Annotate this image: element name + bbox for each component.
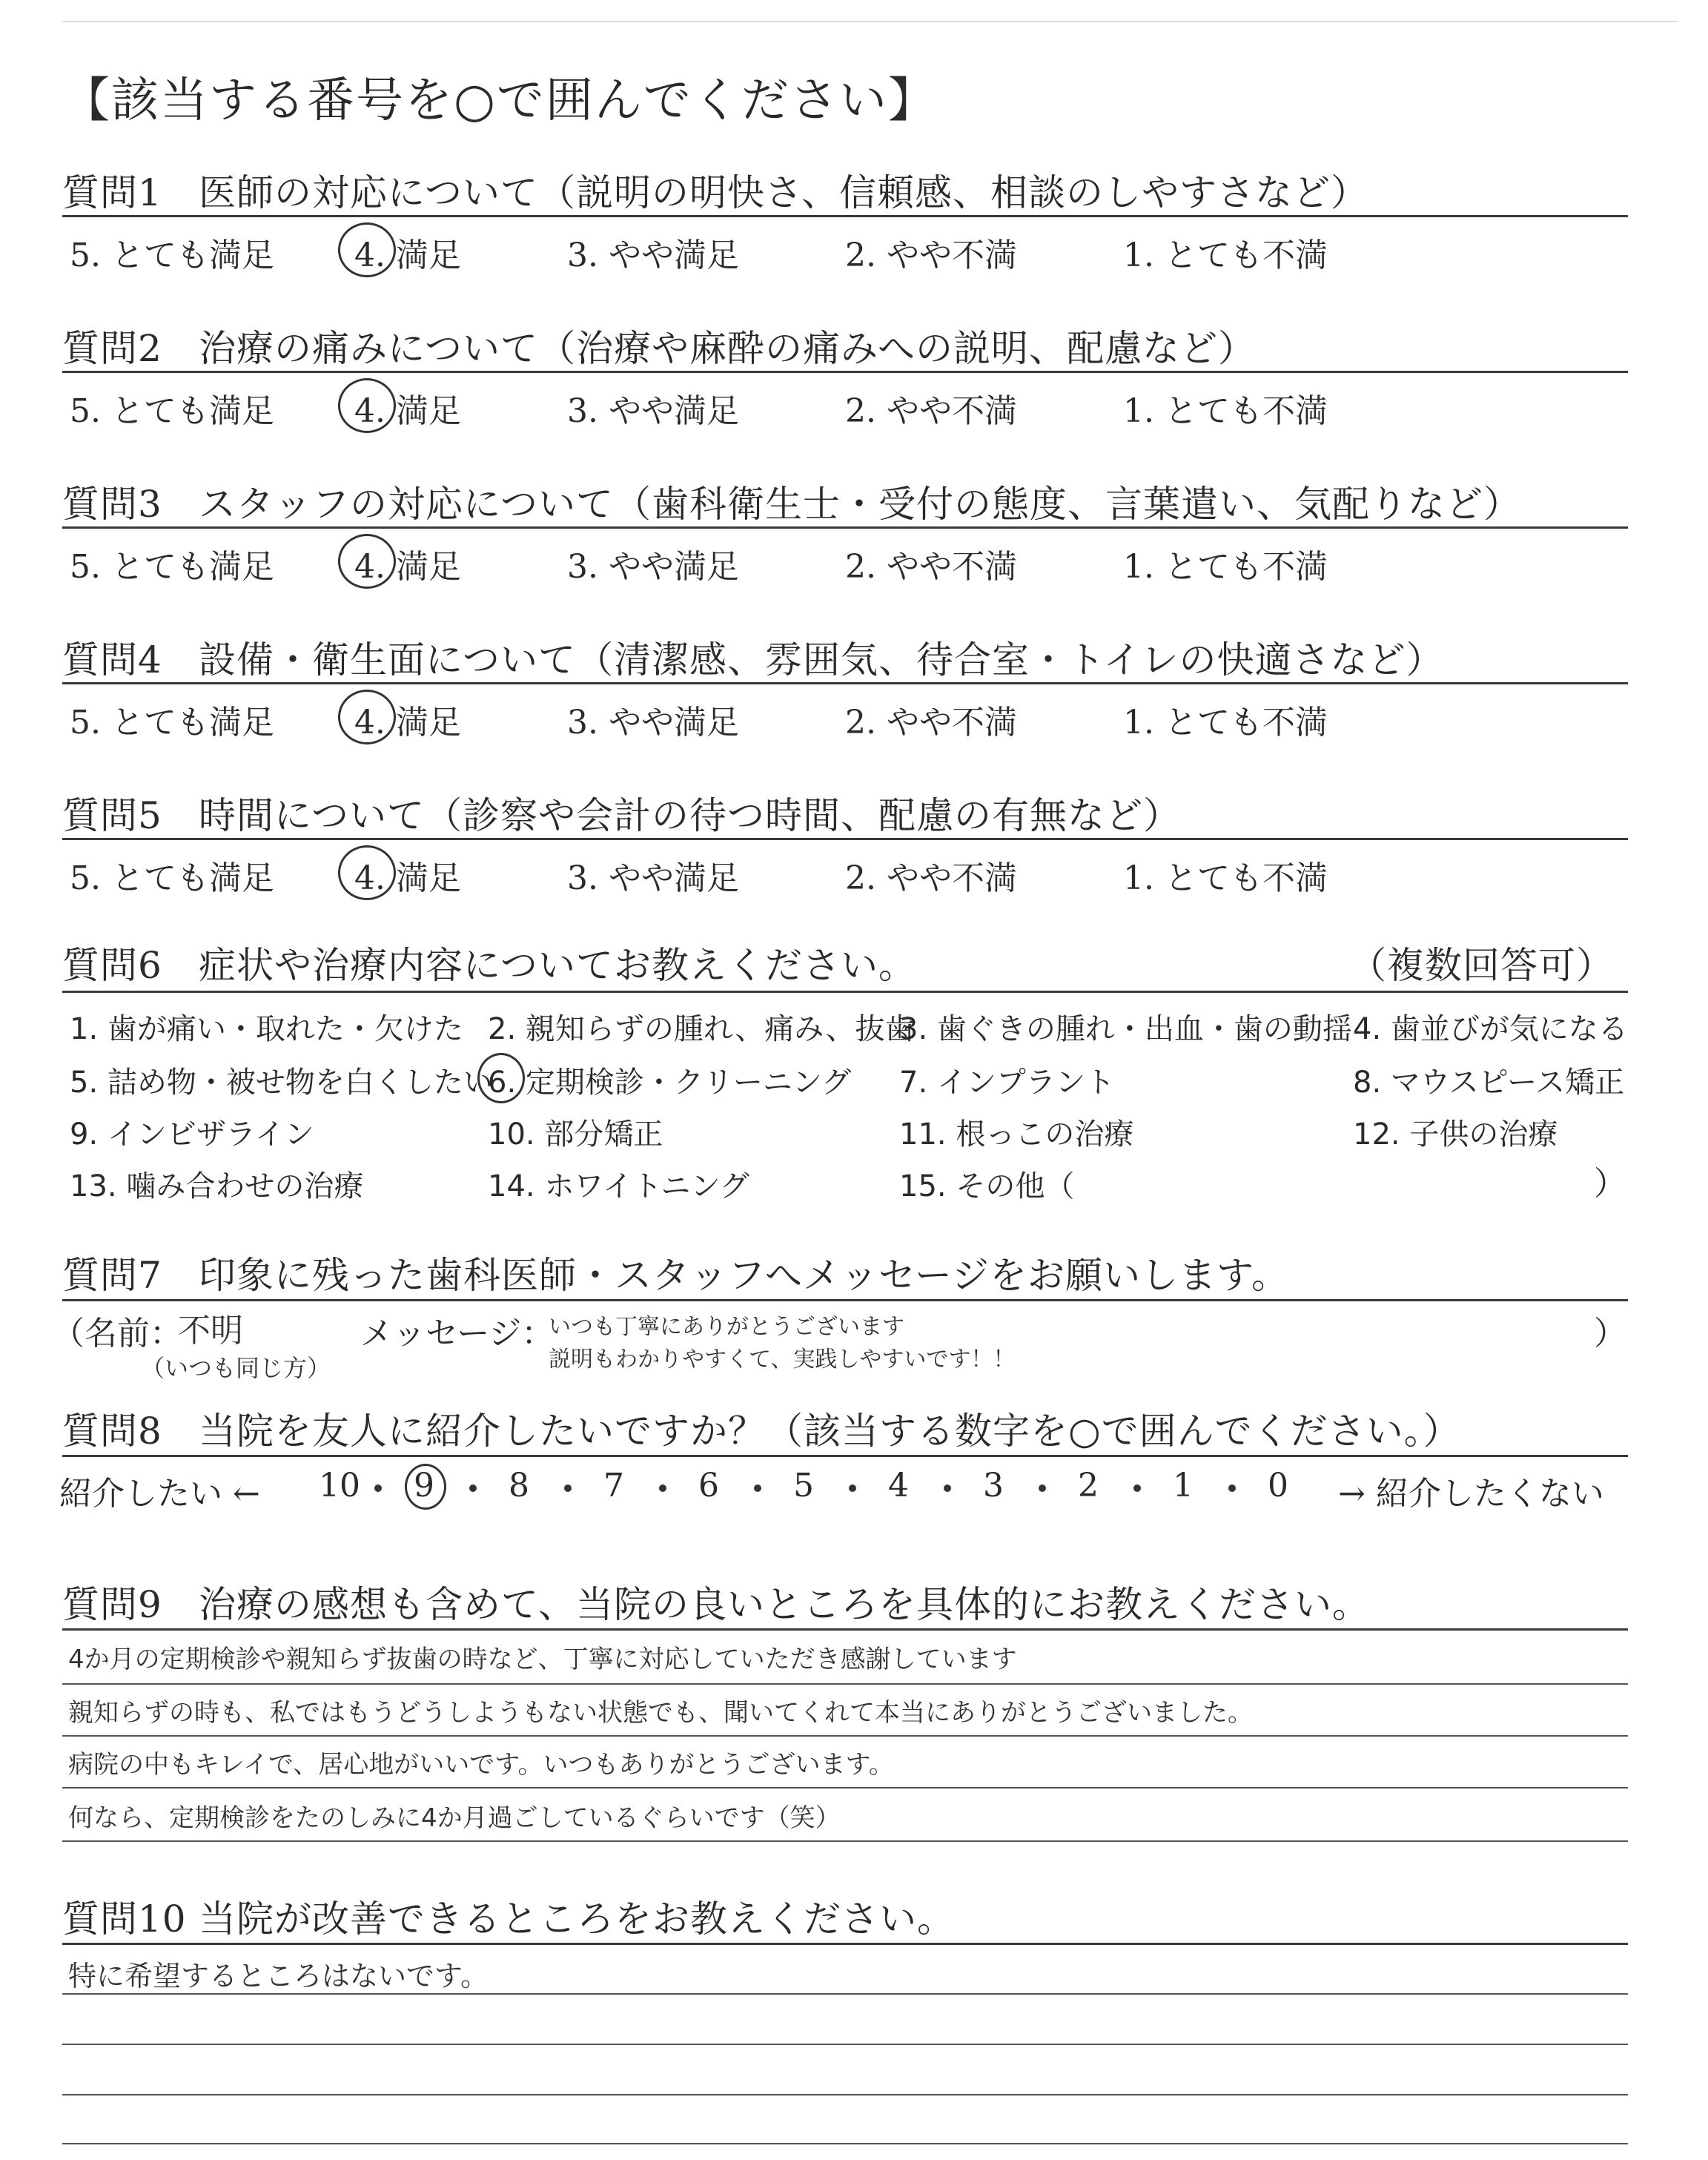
q4-option[interactable]: 1. とても不満 (1123, 704, 1328, 742)
q4-text: 設備・衛生面について（清潔感、雰囲気、待合室・トイレの快適さなど） (199, 638, 1444, 681)
q6-option[interactable]: 14. ホワイトニング (488, 1169, 749, 1203)
q8-scale-dot (1133, 1484, 1141, 1492)
q5-option[interactable]: 4. 満足 (354, 859, 461, 897)
q4-option[interactable]: 3. やや満足 (567, 704, 739, 742)
q9-answer-line: 4か月の定期検診や親知らず抜歯の時など、丁寧に対応していただき感謝しています (68, 1645, 1017, 1674)
q7-name-label: （名前： (52, 1315, 182, 1353)
q1-rule (62, 215, 1628, 217)
q3-text: スタッフの対応について（歯科衛生士・受付の態度、言葉遣い、気配りなど） (199, 483, 1521, 526)
q9-line (62, 1787, 1628, 1789)
q8-scale-dot (564, 1484, 572, 1492)
q2-option[interactable]: 1. とても不満 (1123, 392, 1328, 430)
q6-option[interactable]: 12. 子供の治療 (1353, 1117, 1558, 1152)
q8-scale-value[interactable]: 3 (983, 1467, 1004, 1505)
q8-scale-dot (469, 1484, 477, 1492)
q3-rule (62, 526, 1628, 529)
q6-option[interactable]: 5. 詰め物・被せ物を白くしたい (70, 1066, 493, 1100)
q6-option[interactable]: 9. インビザライン (70, 1117, 314, 1152)
q6-option[interactable]: 15. その他（ (899, 1169, 1075, 1203)
q6-option[interactable]: 2. 親知らずの腫れ、痛み、抜歯 (488, 1012, 915, 1046)
q7-message-label: メッセージ： (360, 1315, 555, 1353)
q1-label: 質問1 (62, 171, 162, 214)
top-border (62, 21, 1678, 22)
q4-selected-circle (338, 690, 396, 744)
q3-option[interactable]: 4. 満足 (354, 548, 461, 586)
q6-text: 症状や治療内容についてお教えください。 (199, 944, 916, 987)
q8-rule (62, 1455, 1628, 1457)
q10-text: 当院が改善できるところをお教えください。 (199, 1898, 955, 1941)
q6-option[interactable]: 6. 定期検診・クリーニング (488, 1066, 852, 1100)
q2-rule (62, 371, 1628, 373)
q3-label: 質問3 (62, 483, 162, 526)
q8-scale-value[interactable]: 10 (319, 1467, 360, 1505)
q10-answer: 特に希望するところはないです。 (68, 1960, 489, 1992)
q8-right-label: → 紹介したくない (1338, 1475, 1604, 1513)
q8-scale-value[interactable]: 2 (1078, 1467, 1099, 1505)
q4-option[interactable]: 5. とても満足 (70, 704, 274, 742)
q2-selected-circle (338, 378, 396, 433)
q7-name-note: （いつも同じ方） (141, 1354, 331, 1382)
q3-option[interactable]: 5. とても満足 (70, 548, 274, 586)
q1-text: 医師の対応について（説明の明快さ、信頼感、相談のしやすさなど） (199, 171, 1368, 214)
q2-option[interactable]: 5. とても満足 (70, 392, 274, 430)
q6-other-close: ） (1594, 1165, 1626, 1203)
q9-answer-line: 何なら、定期検診をたのしみに4か月過ごしているぐらいです（笑） (68, 1803, 841, 1833)
q1-option[interactable]: 1. とても不満 (1123, 237, 1328, 274)
q5-option[interactable]: 3. やや満足 (567, 859, 739, 897)
q6-selected-circle (477, 1053, 525, 1103)
q4-label: 質問4 (62, 638, 162, 681)
q7-text: 印象に残った歯科医師・スタッフへメッセージをお願いします。 (199, 1254, 1289, 1297)
q7-name-value: 不明 (178, 1312, 243, 1350)
q9-answer-line: 病院の中もキレイで、居心地がいいです。いつもありがとうございます。 (68, 1750, 894, 1780)
q1-option[interactable]: 2. やや不満 (845, 237, 1017, 274)
q9-rule (62, 1628, 1628, 1631)
q8-selected-circle (405, 1464, 446, 1510)
q8-scale-dot (849, 1484, 856, 1492)
q9-label: 質問9 (62, 1583, 162, 1626)
q7-message-line1: いつも丁寧にありがとうございます (549, 1314, 904, 1340)
q8-scale-value[interactable]: 4 (888, 1467, 909, 1505)
q8-scale-value[interactable]: 6 (698, 1467, 719, 1505)
q6-option[interactable]: 1. 歯が痛い・取れた・欠けた (70, 1012, 463, 1046)
q9-line (62, 1735, 1628, 1737)
q2-option[interactable]: 3. やや満足 (567, 392, 739, 430)
q1-option[interactable]: 5. とても満足 (70, 237, 274, 274)
q5-option[interactable]: 5. とても満足 (70, 859, 274, 897)
q4-option[interactable]: 2. やや不満 (845, 704, 1017, 742)
q1-option[interactable]: 4. 満足 (354, 237, 461, 274)
q8-scale-dot (1228, 1484, 1236, 1492)
q6-note: （複数回答可） (1349, 944, 1614, 987)
q5-text: 時間について（診察や会計の待つ時間、配慮の有無など） (199, 794, 1181, 837)
q7-label: 質問7 (62, 1254, 162, 1297)
q2-text: 治療の痛みについて（治療や麻酔の痛みへの説明、配慮など） (199, 327, 1256, 370)
q9-line (62, 1840, 1628, 1842)
q6-rule (62, 991, 1628, 993)
q8-scale-value[interactable]: 0 (1268, 1467, 1288, 1505)
q3-option[interactable]: 1. とても不満 (1123, 548, 1328, 586)
q6-option[interactable]: 13. 噛み合わせの治療 (70, 1169, 364, 1203)
q4-rule (62, 682, 1628, 684)
q10-label: 質問10 (62, 1898, 187, 1941)
q8-left-label: 紹介したい ← (59, 1475, 260, 1513)
q8-scale-value[interactable]: 7 (603, 1467, 624, 1505)
q7-message-line2: 説明もわかりやすくて、実践しやすいです！！ (549, 1347, 1016, 1373)
q8-label: 質問8 (62, 1410, 162, 1453)
q8-scale-value[interactable]: 1 (1173, 1467, 1194, 1505)
q8-text: 当院を友人に紹介したいですか？（該当する数字を○で囲んでください。） (199, 1410, 1461, 1453)
q3-selected-circle (338, 534, 396, 589)
q1-option[interactable]: 3. やや満足 (567, 237, 739, 274)
q5-selected-circle (338, 845, 396, 900)
q7-close: ） (1594, 1315, 1626, 1353)
q9-line (62, 1683, 1628, 1685)
q6-option[interactable]: 11. 根っこの治療 (899, 1117, 1134, 1152)
q6-label: 質問6 (62, 944, 162, 987)
q8-scale-dot (659, 1484, 666, 1492)
q5-option[interactable]: 2. やや不満 (845, 859, 1017, 897)
q6-option[interactable]: 7. インプラント (899, 1066, 1115, 1100)
q8-scale-value[interactable]: 9 (414, 1467, 434, 1505)
q3-option[interactable]: 2. やや不満 (845, 548, 1017, 586)
q8-scale-dot (944, 1484, 951, 1492)
q2-label: 質問2 (62, 327, 162, 370)
q7-rule (62, 1299, 1628, 1301)
q2-option[interactable]: 2. やや不満 (845, 392, 1017, 430)
q10-line (62, 2094, 1628, 2095)
q3-option[interactable]: 3. やや満足 (567, 548, 739, 586)
page-title: 【該当する番号を○で囲んでください】 (62, 73, 937, 128)
q10-line (62, 1993, 1628, 1995)
q4-option[interactable]: 4. 満足 (354, 704, 461, 742)
q9-text: 治療の感想も含めて、当院の良いところを具体的にお教えください。 (199, 1583, 1370, 1626)
q8-scale-dot (1039, 1484, 1046, 1492)
q10-line (62, 2044, 1628, 2045)
q5-rule (62, 838, 1628, 840)
q8-scale-value[interactable]: 5 (793, 1467, 814, 1505)
q5-label: 質問5 (62, 794, 162, 837)
q9-answer-line: 親知らずの時も、私ではもうどうしようもない状態でも、聞いてくれて本当にありがとうございました。 (68, 1698, 1253, 1728)
q5-option[interactable]: 1. とても不満 (1123, 859, 1328, 897)
q2-option[interactable]: 4. 満足 (354, 392, 461, 430)
q1-selected-circle (338, 222, 396, 277)
q6-option[interactable]: 3. 歯ぐきの腫れ・出血・歯の動揺 (899, 1012, 1352, 1046)
q6-option[interactable]: 10. 部分矯正 (488, 1117, 663, 1152)
q10-line (62, 2143, 1628, 2144)
q6-option[interactable]: 8. マウスピース矯正 (1353, 1066, 1625, 1100)
q8-scale-value[interactable]: 8 (509, 1467, 529, 1505)
q8-scale-dot (374, 1484, 382, 1492)
q10-rule (62, 1943, 1628, 1945)
q6-option[interactable]: 4. 歯並びが気になる (1353, 1012, 1628, 1046)
q8-scale-dot (754, 1484, 761, 1492)
